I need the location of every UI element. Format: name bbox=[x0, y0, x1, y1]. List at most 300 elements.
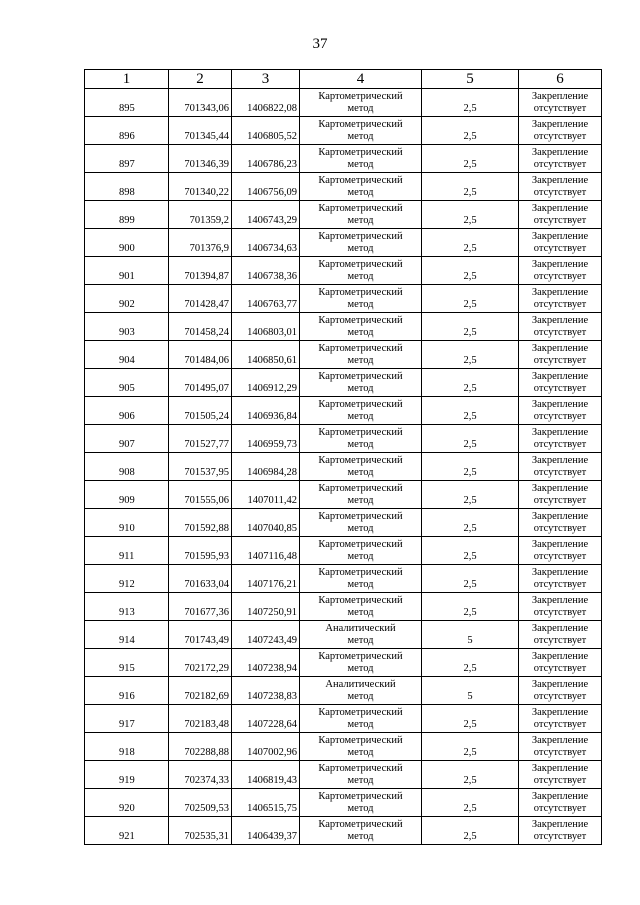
x-coordinate-cell: 701527,77 bbox=[169, 425, 232, 453]
method-line: метод bbox=[347, 494, 374, 506]
method-cell bbox=[300, 313, 422, 341]
x-coordinate-cell: 701376,9 bbox=[169, 229, 232, 257]
x-coordinate-cell: 702509,53 bbox=[169, 789, 232, 817]
method-line: метод bbox=[347, 578, 374, 590]
table-row bbox=[85, 621, 602, 649]
table-row bbox=[85, 789, 602, 817]
table-row bbox=[85, 397, 602, 425]
point-number-cell: 902 bbox=[85, 285, 169, 313]
x-coordinate-cell: 701343,06 bbox=[169, 89, 232, 117]
fixation-cell bbox=[519, 705, 602, 733]
y-coordinate-cell: 1407228,64 bbox=[232, 705, 300, 733]
x-coordinate-cell: 701346,39 bbox=[169, 145, 232, 173]
method-cell bbox=[300, 369, 422, 397]
fixation-line: Закрепление bbox=[531, 734, 589, 746]
fixation-cell bbox=[519, 649, 602, 677]
method-line: Картометрический bbox=[318, 258, 403, 270]
table-row bbox=[85, 173, 602, 201]
method-line: Картометрический bbox=[318, 510, 403, 522]
fixation-line: отсутствует bbox=[533, 438, 587, 450]
y-coordinate-cell: 1406803,01 bbox=[232, 313, 300, 341]
fixation-line: отсутствует bbox=[533, 774, 587, 786]
x-coordinate-cell: 702183,48 bbox=[169, 705, 232, 733]
accuracy-cell: 2,5 bbox=[422, 117, 519, 145]
fixation-line: Закрепление bbox=[531, 790, 589, 802]
fixation-line: Закрепление bbox=[531, 118, 589, 130]
fixation-line: Закрепление bbox=[531, 818, 589, 830]
table-row bbox=[85, 817, 602, 845]
method-line: Картометрический bbox=[318, 370, 403, 382]
accuracy-cell: 2,5 bbox=[422, 89, 519, 117]
fixation-cell bbox=[519, 313, 602, 341]
method-line: Картометрический bbox=[318, 398, 403, 410]
fixation-cell bbox=[519, 621, 602, 649]
y-coordinate-cell: 1407238,83 bbox=[232, 677, 300, 705]
accuracy-cell: 2,5 bbox=[422, 257, 519, 285]
accuracy-cell: 2,5 bbox=[422, 173, 519, 201]
method-line: метод bbox=[347, 438, 374, 450]
y-coordinate-cell: 1407250,91 bbox=[232, 593, 300, 621]
method-line: метод bbox=[347, 354, 374, 366]
point-number-cell: 903 bbox=[85, 313, 169, 341]
point-number-cell: 900 bbox=[85, 229, 169, 257]
table-row bbox=[85, 201, 602, 229]
accuracy-cell: 2,5 bbox=[422, 425, 519, 453]
method-line: Картометрический bbox=[318, 482, 403, 494]
fixation-cell bbox=[519, 285, 602, 313]
fixation-line: отсутствует bbox=[533, 830, 587, 842]
x-coordinate-cell: 702182,69 bbox=[169, 677, 232, 705]
fixation-cell bbox=[519, 565, 602, 593]
method-line: метод bbox=[347, 130, 374, 142]
point-number-cell: 899 bbox=[85, 201, 169, 229]
point-number-cell: 920 bbox=[85, 789, 169, 817]
fixation-line: отсутствует bbox=[533, 270, 587, 282]
fixation-cell bbox=[519, 369, 602, 397]
x-coordinate-cell: 701428,47 bbox=[169, 285, 232, 313]
fixation-line: отсутствует bbox=[533, 102, 587, 114]
column-header: 6 bbox=[519, 70, 602, 89]
table-row bbox=[85, 285, 602, 313]
method-line: метод bbox=[347, 550, 374, 562]
fixation-line: отсутствует bbox=[533, 746, 587, 758]
accuracy-cell: 2,5 bbox=[422, 453, 519, 481]
method-cell bbox=[300, 481, 422, 509]
fixation-cell bbox=[519, 397, 602, 425]
accuracy-cell: 2,5 bbox=[422, 145, 519, 173]
fixation-line: отсутствует bbox=[533, 158, 587, 170]
fixation-line: отсутствует bbox=[533, 606, 587, 618]
x-coordinate-cell: 701345,44 bbox=[169, 117, 232, 145]
x-coordinate-cell: 701537,95 bbox=[169, 453, 232, 481]
method-line: Картометрический bbox=[318, 594, 403, 606]
method-line: Картометрический bbox=[318, 286, 403, 298]
fixation-cell bbox=[519, 341, 602, 369]
fixation-cell bbox=[519, 117, 602, 145]
method-line: метод bbox=[347, 690, 374, 702]
y-coordinate-cell: 1407238,94 bbox=[232, 649, 300, 677]
y-coordinate-cell: 1406984,28 bbox=[232, 453, 300, 481]
column-header: 3 bbox=[232, 70, 300, 89]
method-line: Картометрический bbox=[318, 734, 403, 746]
fixation-line: Закрепление bbox=[531, 678, 589, 690]
method-cell bbox=[300, 649, 422, 677]
fixation-cell bbox=[519, 145, 602, 173]
table-row bbox=[85, 565, 602, 593]
x-coordinate-cell: 702172,29 bbox=[169, 649, 232, 677]
method-cell bbox=[300, 341, 422, 369]
fixation-line: отсутствует bbox=[533, 326, 587, 338]
method-line: метод bbox=[347, 186, 374, 198]
method-line: Картометрический bbox=[318, 818, 403, 830]
y-coordinate-cell: 1406763,77 bbox=[232, 285, 300, 313]
column-header: 5 bbox=[422, 70, 519, 89]
method-line: Аналитический bbox=[325, 622, 396, 634]
y-coordinate-cell: 1406819,43 bbox=[232, 761, 300, 789]
method-cell bbox=[300, 733, 422, 761]
method-line: Картометрический bbox=[318, 314, 403, 326]
fixation-line: отсутствует bbox=[533, 550, 587, 562]
table-row bbox=[85, 145, 602, 173]
coordinates-table bbox=[84, 69, 602, 845]
method-line: Картометрический bbox=[318, 706, 403, 718]
y-coordinate-cell: 1406786,23 bbox=[232, 145, 300, 173]
fixation-cell bbox=[519, 481, 602, 509]
fixation-line: отсутствует bbox=[533, 186, 587, 198]
table-header-row bbox=[85, 70, 602, 89]
y-coordinate-cell: 1406439,37 bbox=[232, 817, 300, 845]
x-coordinate-cell: 701677,36 bbox=[169, 593, 232, 621]
accuracy-cell: 2,5 bbox=[422, 649, 519, 677]
method-cell bbox=[300, 593, 422, 621]
fixation-line: отсутствует bbox=[533, 718, 587, 730]
y-coordinate-cell: 1406738,36 bbox=[232, 257, 300, 285]
point-number-cell: 901 bbox=[85, 257, 169, 285]
method-line: метод bbox=[347, 606, 374, 618]
y-coordinate-cell: 1406515,75 bbox=[232, 789, 300, 817]
fixation-line: Закрепление bbox=[531, 230, 589, 242]
fixation-line: отсутствует bbox=[533, 466, 587, 478]
fixation-cell bbox=[519, 229, 602, 257]
method-line: Картометрический bbox=[318, 566, 403, 578]
method-line: Картометрический bbox=[318, 118, 403, 130]
table-row bbox=[85, 593, 602, 621]
y-coordinate-cell: 1407116,48 bbox=[232, 537, 300, 565]
table-row bbox=[85, 229, 602, 257]
method-cell bbox=[300, 565, 422, 593]
y-coordinate-cell: 1407040,85 bbox=[232, 509, 300, 537]
method-cell bbox=[300, 453, 422, 481]
fixation-cell bbox=[519, 733, 602, 761]
fixation-cell bbox=[519, 425, 602, 453]
fixation-line: отсутствует bbox=[533, 662, 587, 674]
point-number-cell: 904 bbox=[85, 341, 169, 369]
method-line: метод bbox=[347, 466, 374, 478]
fixation-line: Закрепление bbox=[531, 174, 589, 186]
table-row bbox=[85, 341, 602, 369]
fixation-line: Закрепление bbox=[531, 454, 589, 466]
method-line: Картометрический bbox=[318, 90, 403, 102]
method-cell bbox=[300, 509, 422, 537]
fixation-line: Закрепление bbox=[531, 146, 589, 158]
accuracy-cell: 2,5 bbox=[422, 565, 519, 593]
point-number-cell: 918 bbox=[85, 733, 169, 761]
method-cell bbox=[300, 789, 422, 817]
point-number-cell: 913 bbox=[85, 593, 169, 621]
accuracy-cell: 5 bbox=[422, 677, 519, 705]
table-row bbox=[85, 425, 602, 453]
accuracy-cell: 2,5 bbox=[422, 593, 519, 621]
method-line: метод bbox=[347, 802, 374, 814]
method-line: метод bbox=[347, 662, 374, 674]
point-number-cell: 905 bbox=[85, 369, 169, 397]
point-number-cell: 910 bbox=[85, 509, 169, 537]
point-number-cell: 921 bbox=[85, 817, 169, 845]
point-number-cell: 917 bbox=[85, 705, 169, 733]
method-line: метод bbox=[347, 270, 374, 282]
fixation-cell bbox=[519, 677, 602, 705]
table-row bbox=[85, 509, 602, 537]
x-coordinate-cell: 702535,31 bbox=[169, 817, 232, 845]
y-coordinate-cell: 1406912,29 bbox=[232, 369, 300, 397]
x-coordinate-cell: 701359,2 bbox=[169, 201, 232, 229]
x-coordinate-cell: 701592,88 bbox=[169, 509, 232, 537]
point-number-cell: 911 bbox=[85, 537, 169, 565]
fixation-cell bbox=[519, 89, 602, 117]
fixation-line: Закрепление bbox=[531, 482, 589, 494]
accuracy-cell: 2,5 bbox=[422, 229, 519, 257]
fixation-line: Закрепление bbox=[531, 342, 589, 354]
fixation-cell bbox=[519, 257, 602, 285]
method-line: Картометрический bbox=[318, 650, 403, 662]
method-line: метод bbox=[347, 158, 374, 170]
x-coordinate-cell: 702374,33 bbox=[169, 761, 232, 789]
point-number-cell: 897 bbox=[85, 145, 169, 173]
fixation-line: Закрепление bbox=[531, 510, 589, 522]
method-line: Картометрический bbox=[318, 230, 403, 242]
fixation-line: Закрепление bbox=[531, 314, 589, 326]
accuracy-cell: 2,5 bbox=[422, 537, 519, 565]
fixation-line: отсутствует bbox=[533, 130, 587, 142]
fixation-cell bbox=[519, 509, 602, 537]
x-coordinate-cell: 701484,06 bbox=[169, 341, 232, 369]
fixation-line: Закрепление bbox=[531, 90, 589, 102]
page-number: 37 bbox=[312, 36, 328, 52]
point-number-cell: 907 bbox=[85, 425, 169, 453]
method-cell bbox=[300, 257, 422, 285]
accuracy-cell: 2,5 bbox=[422, 481, 519, 509]
fixation-line: отсутствует bbox=[533, 522, 587, 534]
method-line: метод bbox=[347, 102, 374, 114]
y-coordinate-cell: 1407002,96 bbox=[232, 733, 300, 761]
table-row bbox=[85, 761, 602, 789]
accuracy-cell: 2,5 bbox=[422, 789, 519, 817]
fixation-line: отсутствует bbox=[533, 354, 587, 366]
x-coordinate-cell: 701495,07 bbox=[169, 369, 232, 397]
accuracy-cell: 2,5 bbox=[422, 313, 519, 341]
fixation-line: отсутствует bbox=[533, 214, 587, 226]
fixation-cell bbox=[519, 761, 602, 789]
table-row bbox=[85, 117, 602, 145]
table-row bbox=[85, 89, 602, 117]
fixation-line: Закрепление bbox=[531, 538, 589, 550]
method-line: метод bbox=[347, 298, 374, 310]
method-line: Картометрический bbox=[318, 790, 403, 802]
fixation-line: Закрепление bbox=[531, 370, 589, 382]
y-coordinate-cell: 1406822,08 bbox=[232, 89, 300, 117]
method-line: метод bbox=[347, 326, 374, 338]
point-number-cell: 908 bbox=[85, 453, 169, 481]
fixation-cell bbox=[519, 201, 602, 229]
y-coordinate-cell: 1407011,42 bbox=[232, 481, 300, 509]
x-coordinate-cell: 701555,06 bbox=[169, 481, 232, 509]
method-line: Аналитический bbox=[325, 678, 396, 690]
point-number-cell: 895 bbox=[85, 89, 169, 117]
method-cell bbox=[300, 761, 422, 789]
point-number-cell: 914 bbox=[85, 621, 169, 649]
y-coordinate-cell: 1406936,84 bbox=[232, 397, 300, 425]
x-coordinate-cell: 701340,22 bbox=[169, 173, 232, 201]
method-cell bbox=[300, 537, 422, 565]
fixation-cell bbox=[519, 593, 602, 621]
fixation-cell bbox=[519, 817, 602, 845]
x-coordinate-cell: 701633,04 bbox=[169, 565, 232, 593]
fixation-cell bbox=[519, 789, 602, 817]
point-number-cell: 906 bbox=[85, 397, 169, 425]
table-row bbox=[85, 705, 602, 733]
table-row bbox=[85, 733, 602, 761]
column-header: 1 bbox=[85, 70, 169, 89]
method-cell bbox=[300, 397, 422, 425]
fixation-line: отсутствует bbox=[533, 382, 587, 394]
fixation-line: Закрепление bbox=[531, 650, 589, 662]
method-cell bbox=[300, 89, 422, 117]
accuracy-cell: 2,5 bbox=[422, 817, 519, 845]
method-line: метод bbox=[347, 746, 374, 758]
fixation-line: Закрепление bbox=[531, 286, 589, 298]
table-row bbox=[85, 313, 602, 341]
fixation-cell bbox=[519, 453, 602, 481]
fixation-line: Закрепление bbox=[531, 706, 589, 718]
y-coordinate-cell: 1406850,61 bbox=[232, 341, 300, 369]
point-number-cell: 916 bbox=[85, 677, 169, 705]
table-row bbox=[85, 649, 602, 677]
method-cell bbox=[300, 117, 422, 145]
point-number-cell: 896 bbox=[85, 117, 169, 145]
method-cell bbox=[300, 173, 422, 201]
method-cell bbox=[300, 201, 422, 229]
fixation-line: отсутствует bbox=[533, 578, 587, 590]
fixation-line: Закрепление bbox=[531, 258, 589, 270]
fixation-cell bbox=[519, 537, 602, 565]
method-line: Картометрический bbox=[318, 202, 403, 214]
method-cell bbox=[300, 705, 422, 733]
y-coordinate-cell: 1406756,09 bbox=[232, 173, 300, 201]
table-row bbox=[85, 537, 602, 565]
method-cell bbox=[300, 229, 422, 257]
fixation-cell bbox=[519, 173, 602, 201]
accuracy-cell: 2,5 bbox=[422, 761, 519, 789]
method-line: Картометрический bbox=[318, 174, 403, 186]
fixation-line: Закрепление bbox=[531, 202, 589, 214]
point-number-cell: 912 bbox=[85, 565, 169, 593]
y-coordinate-cell: 1407176,21 bbox=[232, 565, 300, 593]
method-cell bbox=[300, 145, 422, 173]
method-line: Картометрический bbox=[318, 538, 403, 550]
fixation-line: Закрепление bbox=[531, 566, 589, 578]
table-row bbox=[85, 453, 602, 481]
method-line: метод bbox=[347, 382, 374, 394]
method-line: метод bbox=[347, 718, 374, 730]
fixation-line: Закрепление bbox=[531, 762, 589, 774]
accuracy-cell: 2,5 bbox=[422, 201, 519, 229]
x-coordinate-cell: 702288,88 bbox=[169, 733, 232, 761]
fixation-line: отсутствует bbox=[533, 494, 587, 506]
accuracy-cell: 5 bbox=[422, 621, 519, 649]
method-line: Картометрический bbox=[318, 342, 403, 354]
fixation-line: Закрепление bbox=[531, 594, 589, 606]
accuracy-cell: 2,5 bbox=[422, 397, 519, 425]
method-cell bbox=[300, 425, 422, 453]
table-body bbox=[85, 89, 602, 845]
method-line: метод bbox=[347, 522, 374, 534]
method-cell bbox=[300, 285, 422, 313]
method-line: метод bbox=[347, 214, 374, 226]
y-coordinate-cell: 1407243,49 bbox=[232, 621, 300, 649]
method-line: метод bbox=[347, 774, 374, 786]
method-cell bbox=[300, 817, 422, 845]
y-coordinate-cell: 1406805,52 bbox=[232, 117, 300, 145]
method-line: Картометрический bbox=[318, 146, 403, 158]
y-coordinate-cell: 1406959,73 bbox=[232, 425, 300, 453]
table-row bbox=[85, 369, 602, 397]
point-number-cell: 898 bbox=[85, 173, 169, 201]
method-line: Картометрический bbox=[318, 426, 403, 438]
fixation-line: отсутствует bbox=[533, 690, 587, 702]
x-coordinate-cell: 701595,93 bbox=[169, 537, 232, 565]
x-coordinate-cell: 701458,24 bbox=[169, 313, 232, 341]
accuracy-cell: 2,5 bbox=[422, 285, 519, 313]
x-coordinate-cell: 701505,24 bbox=[169, 397, 232, 425]
accuracy-cell: 2,5 bbox=[422, 341, 519, 369]
accuracy-cell: 2,5 bbox=[422, 733, 519, 761]
table-row bbox=[85, 257, 602, 285]
method-cell bbox=[300, 677, 422, 705]
point-number-cell: 919 bbox=[85, 761, 169, 789]
fixation-line: Закрепление bbox=[531, 622, 589, 634]
method-line: Картометрический bbox=[318, 762, 403, 774]
fixation-line: Закрепление bbox=[531, 398, 589, 410]
x-coordinate-cell: 701394,87 bbox=[169, 257, 232, 285]
point-number-cell: 915 bbox=[85, 649, 169, 677]
method-line: метод bbox=[347, 410, 374, 422]
column-header: 4 bbox=[300, 70, 422, 89]
fixation-line: отсутствует bbox=[533, 298, 587, 310]
fixation-line: отсутствует bbox=[533, 802, 587, 814]
fixation-line: отсутствует bbox=[533, 242, 587, 254]
x-coordinate-cell: 701743,49 bbox=[169, 621, 232, 649]
point-number-cell: 909 bbox=[85, 481, 169, 509]
method-line: метод bbox=[347, 634, 374, 646]
fixation-line: Закрепление bbox=[531, 426, 589, 438]
table-row bbox=[85, 677, 602, 705]
y-coordinate-cell: 1406734,63 bbox=[232, 229, 300, 257]
accuracy-cell: 2,5 bbox=[422, 369, 519, 397]
method-cell bbox=[300, 621, 422, 649]
accuracy-cell: 2,5 bbox=[422, 509, 519, 537]
column-header: 2 bbox=[169, 70, 232, 89]
y-coordinate-cell: 1406743,29 bbox=[232, 201, 300, 229]
